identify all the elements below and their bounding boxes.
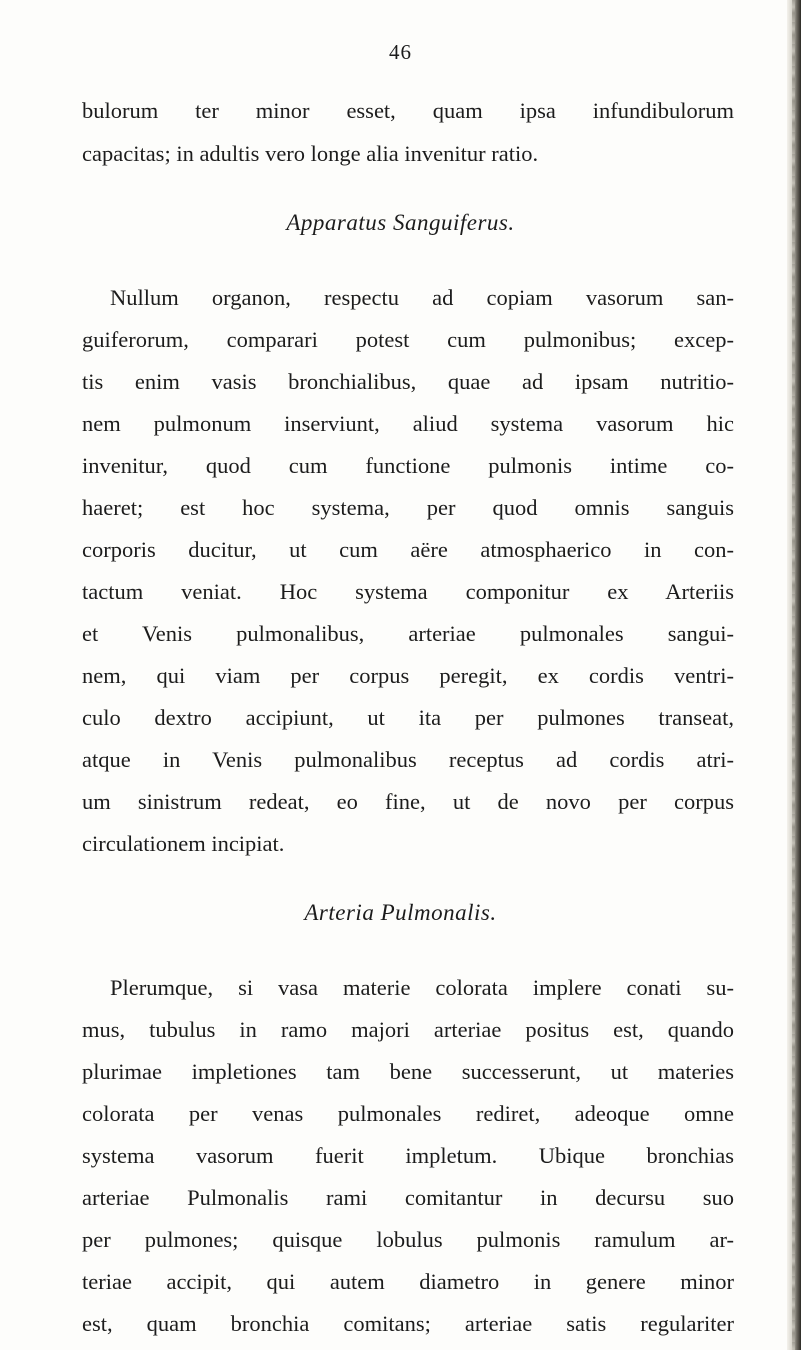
text-line: est, quam bronchia comitans; arteriae satis regulariter — [82, 1311, 734, 1336]
text-line: atque in Venis pulmonalibus receptus ad cordis atri- — [82, 747, 734, 772]
text-line: plurimae impletiones tam bene successerunt, ut materies — [82, 1059, 734, 1084]
text-line: teriae accipit, qui autem diametro in genere minor — [82, 1269, 734, 1294]
page-number: 46 — [389, 40, 412, 64]
text-line: colorata per venas pulmonales rediret, adeoque omne — [82, 1101, 734, 1126]
text-line: Plerumque, si vasa materie colorata implere conati su- — [110, 975, 734, 1000]
text-line: invenitur, quod cum functione pulmonis intime co- — [82, 453, 734, 478]
text-line: per pulmones; quisque lobulus pulmonis ramulum ar- — [82, 1227, 734, 1252]
page-binding-edge — [787, 0, 801, 1350]
text-line: bulorum ter minor esset, quam ipsa infundibulorum — [82, 98, 734, 123]
text-line: arteriae Pulmonalis rami comitantur in decursu suo — [82, 1185, 734, 1210]
text-line: mus, tubulus in ramo majori arteriae positus est, quando — [82, 1017, 734, 1042]
text-line: circulationem incipiat. — [82, 831, 285, 856]
text-line: nem, qui viam per corpus peregit, ex cordis ventri- — [82, 663, 734, 688]
text-line: Nullum organon, respectu ad copiam vasorum san- — [110, 285, 734, 310]
text-line: nem pulmonum inserviunt, aliud systema vasorum hic — [82, 411, 734, 436]
section-heading-apparatus: Apparatus Sanguiferus. — [286, 210, 515, 235]
binding-texture — [792, 0, 795, 1350]
section-heading-arteria: Arteria Pulmonalis. — [304, 900, 497, 925]
text-line: tis enim vasis bronchialibus, quae ad ipsam nutritio- — [82, 369, 734, 394]
text-line: culo dextro accipiunt, ut ita per pulmones transeat, — [82, 705, 734, 730]
text-line: corporis ducitur, ut cum aëre atmosphaerico in con- — [82, 537, 734, 562]
text-line: tactum veniat. Hoc systema componitur ex Arteriis — [82, 579, 734, 604]
text-line: capacitas; in adultis vero longe alia invenitur ratio. — [82, 141, 539, 166]
text-line: haeret; est hoc systema, per quod omnis sanguis — [82, 495, 734, 520]
text-line: systema vasorum fuerit impletum. Ubique bronchias — [82, 1143, 734, 1168]
text-line: guiferorum, comparari potest cum pulmonibus; excep- — [82, 327, 734, 352]
text-line: um sinistrum redeat, eo fine, ut de novo per corpus — [82, 789, 734, 814]
text-line: et Venis pulmonalibus, arteriae pulmonales sangui- — [82, 621, 734, 646]
